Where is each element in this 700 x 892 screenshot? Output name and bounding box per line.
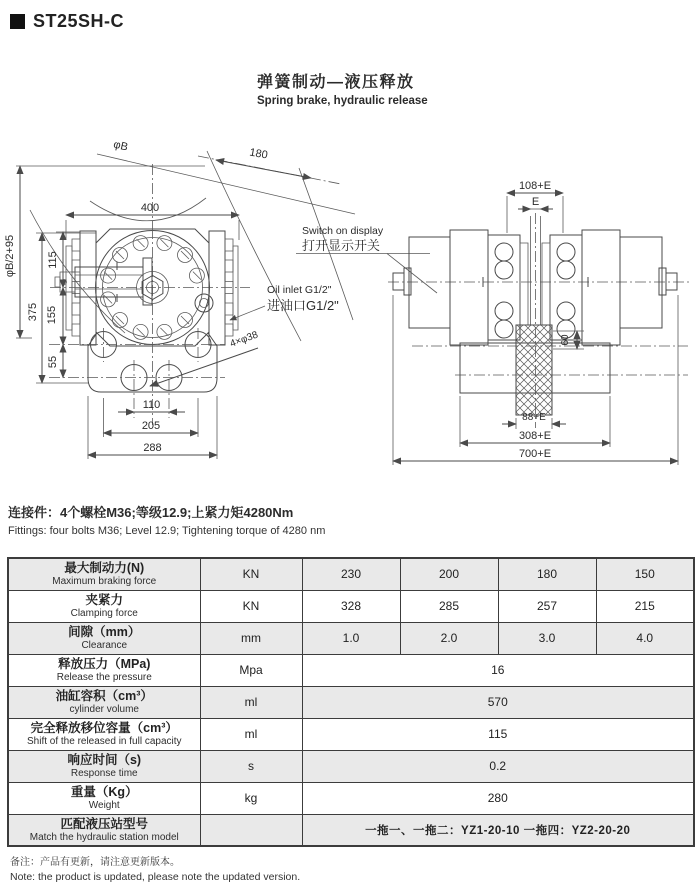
dim-88e (502, 412, 566, 429)
param-zh: 间隙（mm） (68, 624, 141, 639)
value-cell-merged: 一拖一、一拖二：YZ1-20-10 一拖四：YZ2-20-20 (302, 814, 694, 846)
param-en: Shift of the released in full capacity (26, 735, 182, 747)
value-cell-merged: 570 (302, 686, 694, 718)
value-cell: 230 (302, 558, 400, 590)
value-cell: 150 (596, 558, 694, 590)
table-row-max-braking-force (8, 558, 694, 590)
param-en: Release the pressure (56, 671, 152, 683)
note-en: Note: the product is updated, please note the updated version. (10, 871, 301, 883)
unit-cell: ml (200, 718, 302, 750)
dim-155 (46, 288, 63, 345)
param-cell (8, 782, 200, 814)
spring-pack-left (488, 235, 528, 340)
param-cell (8, 750, 200, 782)
table-row-clearance (8, 622, 694, 654)
param-cell (8, 622, 200, 654)
dim-308e-label: 308+E (518, 430, 552, 442)
param-cell (8, 814, 200, 846)
spring-pack-right (542, 235, 582, 340)
dim-155-label: 155 (46, 305, 58, 325)
param-cell (8, 590, 200, 622)
side-bolt-left (393, 268, 411, 295)
param-en: Weight (88, 799, 120, 811)
value-cell: 200 (400, 558, 498, 590)
unit-cell: Mpa (200, 654, 302, 686)
unit-cell: mm (200, 622, 302, 654)
side-view-drawing (388, 180, 692, 465)
oil-inlet-label-zh: 进油口G1/2" (267, 298, 339, 313)
param-cell (8, 686, 200, 718)
unit-cell: KN (200, 590, 302, 622)
fittings-note (8, 506, 325, 538)
dim-115-label: 115 (47, 251, 59, 269)
param-zh: 最大制动力(N) (64, 561, 145, 575)
subtitle-zh: 弹簧制动—液压释放 (257, 74, 415, 91)
note-zh: 备注：产品有更新，请注意更新版本。 (10, 857, 180, 868)
dim-88e-label: 88+E (522, 412, 546, 423)
dim-55 (47, 345, 63, 378)
switch-callout (296, 225, 437, 293)
oil-port (195, 294, 213, 312)
param-zh: 释放压力（MPa) (58, 656, 151, 671)
unit-cell: KN (200, 558, 302, 590)
param-en: cylinder volume (69, 703, 139, 715)
dim-375-label: 375 (27, 302, 39, 322)
brake-disc (516, 216, 552, 415)
param-en: Clamping force (70, 607, 138, 619)
unit-cell: ml (200, 686, 302, 718)
value-cell: 3.0 (498, 622, 596, 654)
dim-205-label: 205 (141, 420, 161, 432)
value-cell: 180 (498, 558, 596, 590)
table-row-weight (8, 782, 694, 814)
param-cell (8, 654, 200, 686)
dim-60-label: 60 (560, 334, 571, 346)
value-cell: 1.0 (302, 622, 400, 654)
param-en: Maximum braking force (52, 576, 157, 587)
param-zh: 匹配液压站型号 (60, 816, 148, 831)
dim-e (518, 196, 553, 209)
value-cell-merged: 115 (302, 718, 694, 750)
table-row-hydraulic-station (8, 814, 694, 846)
oil-inlet-callout (230, 284, 339, 320)
param-zh: 完全释放移位容量（cm³） (30, 720, 178, 735)
phi-b-label: φB (112, 138, 130, 154)
value-cell-merged: 280 (302, 782, 694, 814)
dim-375 (27, 233, 96, 383)
dim-180-label: 180 (248, 146, 269, 162)
dim-288-label: 288 (143, 442, 162, 454)
bolt-holes-label: 4×φ38 (228, 329, 260, 350)
dim-700e-label: 700+E (518, 448, 552, 460)
front-view-drawing (4, 139, 437, 459)
spec-table (7, 557, 695, 847)
unit-cell: s (200, 750, 302, 782)
dim-radius-label: φB/2+95 (4, 234, 16, 278)
value-cell-merged: 16 (302, 654, 694, 686)
value-cell-merged: 0.2 (302, 750, 694, 782)
right-flange (209, 231, 238, 345)
dim-180 (216, 147, 311, 178)
table-row-clamping-force (8, 590, 694, 622)
switch-label-zh: 打开显示开关 (302, 238, 381, 253)
unit-cell: kg (200, 782, 302, 814)
dim-110-label: 110 (142, 399, 161, 411)
table-row-cylinder-volume (8, 686, 694, 718)
switch-label-en: Switch on display (302, 225, 384, 237)
footer-note (10, 856, 300, 885)
value-cell: 215 (596, 590, 694, 622)
page-title: ST25SH-C (33, 11, 125, 31)
value-cell: 285 (400, 590, 498, 622)
param-en: Match the hydraulic station model (29, 831, 179, 843)
table-row-response-time (8, 750, 694, 782)
fittings-en: Fittings: four bolts M36; Level 12.9; Tightening torque of 4280 nm (8, 524, 326, 537)
param-zh: 重量（Kg） (70, 784, 138, 799)
unit-cell (200, 814, 302, 846)
value-cell: 2.0 (400, 622, 498, 654)
table-row-release-pressure (8, 654, 694, 686)
param-en: Response time (70, 767, 138, 779)
dim-e-label: E (531, 196, 540, 208)
value-cell: 328 (302, 590, 400, 622)
table-row-shift-capacity (8, 718, 694, 750)
fittings-zh: 连接件：4个螺栓M36;等级12.9;上紧力矩4280Nm (8, 505, 294, 520)
param-cell (8, 558, 200, 590)
param-cell (8, 718, 200, 750)
param-zh: 夹紧力 (85, 592, 123, 607)
value-cell: 257 (498, 590, 596, 622)
subtitle-en: Spring brake, hydraulic release (257, 94, 428, 107)
dim-55-label: 55 (47, 355, 59, 369)
mounting-bracket (49, 328, 225, 418)
oil-inlet-label-en: Oil inlet G1/2" (267, 284, 332, 296)
value-cell: 4.0 (596, 622, 694, 654)
param-en: Clearance (81, 639, 128, 651)
param-zh: 油缸容积（cm³） (55, 688, 153, 703)
dim-400-label: 400 (140, 202, 160, 214)
dim-110 (118, 399, 185, 412)
param-zh: 响应时间（s) (67, 752, 142, 767)
dim-108e-label: 108+E (518, 180, 552, 192)
